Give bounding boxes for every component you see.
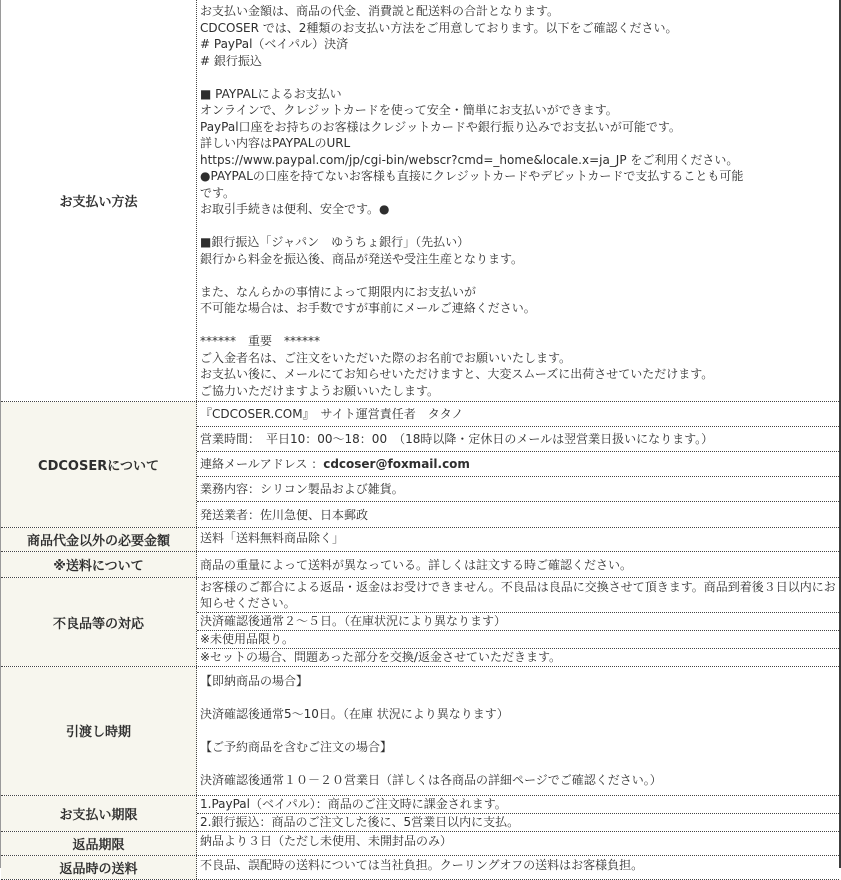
defective-items-content — [197, 578, 839, 666]
row-header-extra-fees: 商品代金以外の必要金額 — [1, 528, 197, 551]
text-line: # 銀行振込 — [200, 53, 262, 68]
text-line: 【ご予約商品を含むご注文の場合】 — [200, 740, 393, 754]
delivery-time-content — [197, 667, 839, 795]
text-line: ■ PAYPALによるお支払い — [200, 86, 342, 101]
about-site-operator: 『CDCOSER.COM』 サイト運営責任者 タタノ — [197, 402, 839, 427]
defective-policy-text: お客様のご都合による返品・返金はお受けできません。不良品は良品に交換させて頂きます。商品到着後３日以内にお知らせください。 — [197, 578, 839, 613]
text-line: ****** 重要 ****** — [200, 334, 321, 348]
row-header-about: CDCOSERについて — [1, 402, 197, 527]
return-shipping-text: 不良品、誤配時の送料については当社負担。クーリングオフの送料はお客様負担。 — [200, 858, 644, 872]
row-header-return-shipping: 返品時の送料 — [1, 856, 197, 879]
text-line: ご協力いただけますようお願いいたします。 — [200, 383, 440, 398]
text-line — [200, 317, 836, 334]
row-header-payment-deadline: お支払い期限 — [1, 796, 197, 831]
text-line — [200, 690, 836, 707]
text-line: # PayPal（ベイパル）決済 — [200, 37, 349, 51]
about-contact-email-row — [197, 452, 839, 477]
text-line: PayPal口座をお持ちのお客様はクレジットカードや銀行振り込みでお支払いが可能です。 — [200, 119, 681, 134]
section-payment-deadline — [1, 796, 839, 832]
row-header-defective-items: 不良品等の対応 — [1, 578, 197, 666]
section-delivery-time — [1, 667, 839, 796]
about-shipping-carriers: 発送業者：佐川急便、日本郵政 — [200, 507, 369, 522]
text-line: お支払い後に、メールにてお知らせいただけますと、大変スムーズに出荷させていただけます。 — [200, 367, 714, 381]
text-line: お取引手続きは便利、安全です。● — [200, 202, 390, 216]
return-deadline-content — [197, 832, 839, 855]
row-header-shipping-note: ※送料について — [1, 552, 197, 577]
text-line: 不可能な場合は、お手数ですが事前にメールご連絡ください。 — [200, 301, 536, 315]
shipping-note-text: 商品の重量によって送料が異なっている。詳しくは註文する時ご確認ください。 — [200, 557, 633, 572]
text-line: お支払い金額は、商品の代金、消費説と配送料の合計となります。 — [200, 4, 560, 18]
section-extra-fees — [1, 528, 839, 552]
text-line: また、なんらかの事情によって期限内にお支払いが — [200, 284, 477, 299]
return-deadline-text: 納品より３日（ただし未使用、未開封品のみ） — [200, 834, 453, 848]
text-line: 決済確認後通常１０－２０営業日（詳しくは各商品の詳細ページでご確認ください。） — [200, 773, 662, 787]
payment-deadline-paypal: 1.PayPal（ベイパル）：商品のご注文時に課金されます。 — [197, 796, 839, 814]
shipping-note-content — [197, 552, 839, 577]
payment-deadline-bank: 2.銀行振込：商品のご注文した後に、5営業日以内に支払。 — [200, 814, 520, 829]
text-line: ■銀行振込「ジャパン ゆうちょ銀行」（先払い） — [200, 235, 470, 249]
row-header-payment-method: お支払い方法 — [1, 0, 197, 401]
text-line — [200, 723, 836, 740]
section-return-deadline — [1, 832, 839, 856]
defective-unused-only-note: ※未使用品限り。 — [197, 631, 839, 649]
text-line: CDCOSER では、2種類のお支払い方法をご用意しております。以下をご確認ください。 — [200, 20, 678, 35]
section-return-shipping — [1, 856, 839, 880]
text-line — [200, 69, 836, 86]
section-payment-method — [1, 0, 839, 402]
about-business-description: 業務内容：シリコン製品および雑貨。 — [197, 477, 839, 502]
section-shipping-note — [1, 552, 839, 578]
text-line: 決済確認後通常5～10日。（在庫 状況により異なります） — [200, 707, 509, 721]
text-line: ご入金者名は、ご注文をいただいた際のお名前でお願いいたします。 — [200, 350, 572, 365]
text-line: です。 — [200, 185, 236, 200]
section-defective-items — [1, 578, 839, 667]
text-line: ●PAYPALの口座を持てないお客様も直接にクレジットカードやデビットカードで支払することも可能 — [200, 169, 744, 183]
contact-email-address: cdcoser@foxmail.com — [323, 457, 470, 471]
contact-email-label: 連絡メールアドレス ： — [200, 457, 324, 471]
payment-method-content — [197, 0, 839, 401]
defective-exchange-time: 決済確認後通常２～５日。（在庫状況により異なります） — [197, 613, 839, 631]
return-shipping-content — [197, 856, 839, 879]
text-line: 詳しい内容はPAYPALのURL — [200, 136, 351, 150]
text-line: https://www.paypal.com/jp/cgi-bin/webscr?cmd=_home&locale.x=ja_JP をご利用ください。 — [200, 152, 739, 167]
extra-fees-content — [197, 528, 839, 551]
text-line — [200, 267, 836, 284]
section-about — [1, 402, 839, 528]
about-content — [197, 402, 839, 527]
about-business-hours: 営業時間： 平日10：00～18：00 （18時以降・定休日のメールは翌営業日扱いになります。） — [197, 427, 839, 452]
payment-deadline-content — [197, 796, 839, 831]
text-line: 【即納商品の場合】 — [200, 674, 309, 688]
text-line: 銀行から料金を振込後、商品が発送や受注生産となります。 — [200, 251, 524, 266]
text-line: オンラインで、クレジットカードを使って安全・簡単にお支払いができます。 — [200, 103, 618, 117]
row-header-return-deadline: 返品期限 — [1, 832, 197, 855]
extra-fees-text: 送料「送料無料商品除く」 — [200, 530, 345, 545]
row-header-delivery-time: 引渡し時期 — [1, 667, 197, 795]
text-line — [200, 218, 836, 235]
defective-set-note: ※セットの場合、問題あった部分を交換/返金させていただきます。 — [200, 650, 562, 664]
text-line — [200, 756, 836, 773]
